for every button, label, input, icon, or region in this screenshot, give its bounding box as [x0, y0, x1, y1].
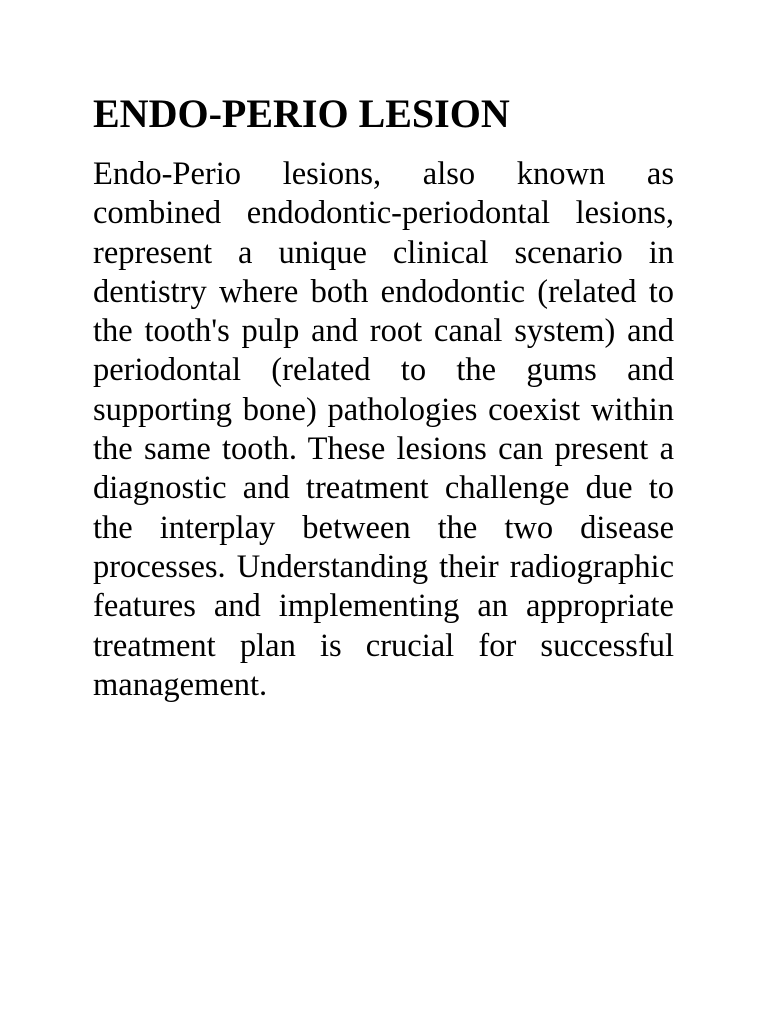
intro-paragraph: Endo-Perio lesions, also known as combined endodontic-periodontal lesions, represent a unique clinical scenario in dentistry where both endodontic (related to the tooth's pulp and root canal system) and periodontal (related to the gums and supporting bone) pathologies coexist within the same tooth. These lesions can present a diagnostic and treatment challenge due to the interplay between the two disease processes. Understanding their radiographic features and implementing an appropriate treatment plan is crucial for successful management.: [93, 156, 674, 703]
page-title: ENDO-PERIO LESION: [93, 91, 510, 136]
